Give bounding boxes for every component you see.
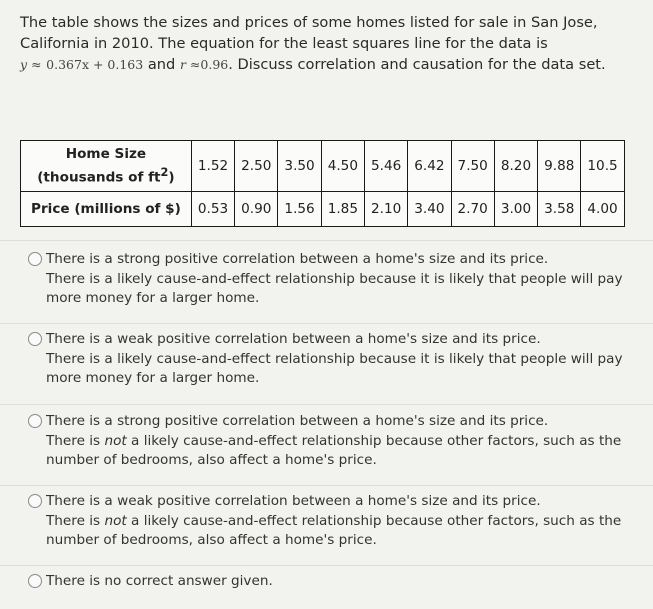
price-cell: 1.56 [278, 191, 321, 226]
price-cell: 0.53 [191, 191, 234, 226]
price-cell: 2.10 [364, 191, 407, 226]
size-cell: 1.52 [191, 141, 234, 192]
price-cell: 3.58 [538, 191, 581, 226]
size-cell: 8.20 [494, 141, 537, 192]
choice-d-line1: There is a weak positive correlation between a home's size and its price. [46, 493, 541, 509]
price-cell: 2.70 [451, 191, 494, 226]
radio-button[interactable] [28, 414, 42, 428]
question-line-2: California in 2010. The equation for the least squares line for the data is [20, 35, 548, 52]
choice-a[interactable] [28, 250, 638, 309]
size-cell: 3.50 [278, 141, 321, 192]
choice-d-line2: There is not a likely cause-and-effect relationship because other factors, such as the number of bedrooms, also affect a home's price. [46, 512, 622, 548]
choice-c[interactable] [28, 412, 638, 471]
size-cell: 5.46 [364, 141, 407, 192]
size-row [21, 141, 625, 192]
question-line-3 [20, 54, 640, 75]
price-cell: 0.90 [235, 191, 278, 226]
choice-e-line1: There is no correct answer given. [46, 573, 273, 589]
price-cell: 1.85 [321, 191, 364, 226]
choice-a-line1: There is a strong positive correlation between a home's size and its price. [46, 251, 549, 267]
size-cell: 7.50 [451, 141, 494, 192]
equation-and: and [147, 56, 176, 73]
divider [0, 240, 653, 241]
size-cell: 10.5 [581, 141, 624, 192]
r-value: 0.96 [200, 57, 229, 72]
choice-c-line1: There is a strong positive correlation between a home's size and its price. [46, 413, 549, 429]
radio-button[interactable] [28, 252, 42, 266]
question-line-3-tail: . Discuss correlation and causation for the data set. [228, 56, 606, 73]
price-row [21, 191, 625, 226]
radio-button[interactable] [28, 574, 42, 588]
question-text [20, 12, 640, 75]
price-cell: 3.00 [494, 191, 537, 226]
divider [0, 323, 653, 324]
not-emphasis: not [104, 432, 127, 449]
size-cell: 4.50 [321, 141, 364, 192]
radio-button[interactable] [28, 332, 42, 346]
size-cell: 2.50 [235, 141, 278, 192]
choice-a-line2: There is a likely cause-and-effect relationship because it is likely that people will pay more money for a larger home. [46, 270, 623, 306]
radio-button[interactable] [28, 494, 42, 508]
choice-b[interactable] [28, 330, 638, 389]
choice-b-line1: There is a weak positive correlation between a home's size and its price. [46, 331, 541, 347]
divider [0, 404, 653, 405]
choice-d[interactable] [28, 492, 638, 551]
data-table [20, 140, 625, 227]
size-cell: 9.88 [538, 141, 581, 192]
size-cell: 6.42 [408, 141, 451, 192]
divider [0, 565, 653, 566]
equation-approx: y ≈ [20, 57, 42, 72]
r-symbol: r ≈ [179, 57, 201, 72]
size-row-header: Home Size (thousands of $ft^2$) [21, 141, 192, 192]
divider [0, 485, 653, 486]
price-row-header: Price (millions of $) [21, 191, 192, 226]
question-line-1: The table shows the sizes and prices of some homes listed for sale in San Jose, [20, 14, 598, 31]
price-cell: 4.00 [581, 191, 624, 226]
price-cell: 3.40 [408, 191, 451, 226]
equation-expression: 0.367x + 0.163 [46, 57, 144, 72]
not-emphasis: not [104, 512, 127, 529]
choice-b-line2: There is a likely cause-and-effect relationship because it is likely that people will pay more money for a larger home. [46, 350, 623, 386]
choice-c-line2: There is not a likely cause-and-effect relationship because other factors, such as the number of bedrooms, also affect a home's price. [46, 432, 622, 468]
choice-e[interactable] [28, 572, 638, 592]
